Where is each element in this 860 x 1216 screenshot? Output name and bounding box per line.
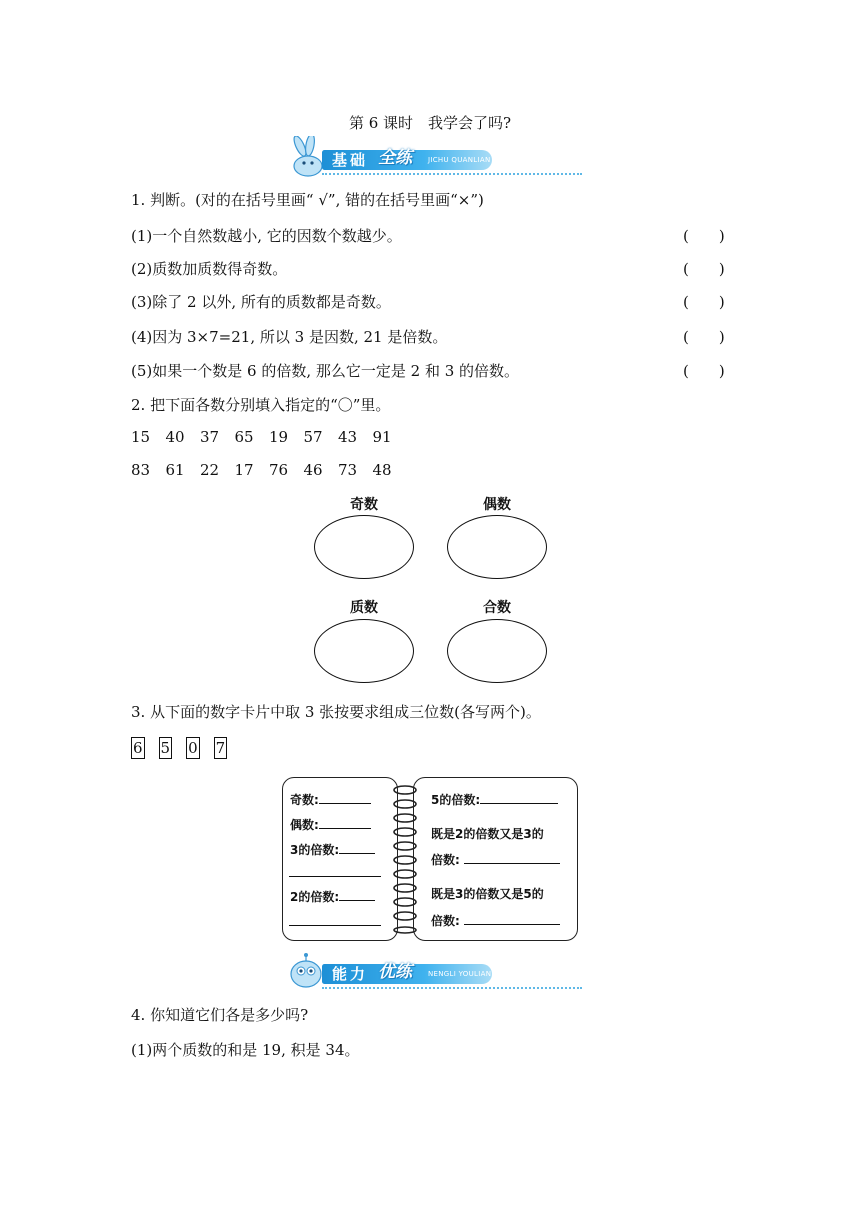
answer-blank[interactable] — [319, 791, 371, 804]
number: 15 — [131, 428, 151, 446]
page-title: 第 6 课时 我学会了吗? — [348, 114, 512, 132]
digit-card: 7 — [215, 739, 226, 757]
answer-blank[interactable] — [289, 876, 381, 877]
number: 83 — [131, 461, 151, 479]
number-row-2 — [131, 461, 407, 479]
answer-paren[interactable]: ( ) — [683, 293, 725, 311]
spiral-binding-icon — [388, 784, 422, 934]
multiple-of-3-field[interactable] — [290, 841, 375, 858]
number: 22 — [200, 461, 220, 479]
answer-blank[interactable] — [289, 925, 381, 926]
answer-paren[interactable]: ( ) — [683, 328, 725, 346]
digit-card: 0 — [188, 739, 198, 757]
number: 19 — [269, 428, 289, 446]
answer-blank[interactable] — [464, 851, 560, 864]
banner-dotted-rule — [322, 987, 582, 989]
number: 73 — [338, 461, 358, 479]
multiple-of-2-and-3-field[interactable] — [431, 851, 560, 868]
banner-pinyin-text: JICHU QUANLIAN — [428, 156, 491, 164]
answer-paren[interactable]: ( ) — [683, 260, 725, 278]
banner-main-text: 基础 — [332, 151, 369, 169]
oval-label-composite: 合数 — [483, 600, 511, 616]
q1-stem: 1. 判断。(对的在括号里画“ √”, 错的在括号里画“×”) — [131, 191, 484, 209]
number: 76 — [269, 461, 289, 479]
answer-paren[interactable]: ( ) — [683, 227, 725, 245]
answer-oval-even[interactable] — [447, 515, 547, 579]
even-field[interactable] — [290, 816, 371, 833]
section-banner-ability — [282, 950, 582, 994]
multiple-of-2-field[interactable] — [290, 888, 375, 905]
multiple-of-3-label: 3的倍数: — [290, 843, 340, 857]
banner-accent-text: 全练 — [378, 148, 412, 168]
answer-oval-composite[interactable] — [447, 619, 547, 683]
q4-stem: 4. 你知道它们各是多少吗? — [131, 1006, 309, 1024]
answer-blank[interactable] — [339, 841, 375, 854]
answer-oval-prime[interactable] — [314, 619, 414, 683]
answer-blank[interactable] — [319, 816, 371, 829]
banner-main-text: 能力 — [332, 965, 369, 983]
q2-stem: 2. 把下面各数分别填入指定的“〇”里。 — [131, 396, 391, 414]
q1-item: (5)如果一个数是 6 的倍数, 那么它一定是 2 和 3 的倍数。 — [131, 362, 520, 380]
number: 37 — [200, 428, 220, 446]
multiple-of-2-and-3-label: 既是2的倍数又是3的 — [431, 827, 544, 841]
number: 40 — [165, 428, 185, 446]
multiple-label: 倍数: — [431, 914, 460, 928]
q4-item: (1)两个质数的和是 19, 积是 34。 — [131, 1041, 360, 1059]
digit-card: 5 — [160, 739, 171, 757]
multiple-of-5-label: 5的倍数: — [431, 793, 481, 807]
digit-cards — [131, 737, 241, 759]
banner-dotted-rule — [322, 173, 582, 175]
number: 91 — [372, 428, 392, 446]
number: 43 — [338, 428, 358, 446]
q1-item: (3)除了 2 以外, 所有的质数都是奇数。 — [131, 293, 391, 311]
multiple-of-3-and-5-field[interactable] — [431, 912, 560, 929]
oval-label-prime: 质数 — [350, 600, 378, 616]
number: 17 — [234, 461, 254, 479]
multiple-label: 倍数: — [431, 853, 460, 867]
answer-blank[interactable] — [339, 888, 375, 901]
multiple-of-3-and-5-label: 既是3的倍数又是5的 — [431, 887, 544, 901]
odd-field[interactable] — [290, 791, 371, 808]
even-label: 偶数: — [290, 818, 319, 832]
answer-oval-odd[interactable] — [314, 515, 414, 579]
oval-label-odd: 奇数 — [350, 497, 378, 513]
q1-item: (1)一个自然数越小, 它的因数个数越少。 — [131, 227, 402, 245]
q1-item: (2)质数加质数得奇数。 — [131, 260, 288, 278]
banner-accent-text: 优练 — [378, 962, 412, 982]
number: 61 — [165, 461, 185, 479]
section-banner-basic — [282, 136, 582, 180]
digit-card: 6 — [133, 739, 143, 757]
answer-blank[interactable] — [464, 912, 560, 925]
number: 57 — [303, 428, 323, 446]
number-row-1 — [131, 428, 407, 446]
banner-pinyin-text: NENGLI YOULIAN — [428, 970, 492, 978]
oval-label-even: 偶数 — [483, 497, 511, 513]
multiple-of-5-field[interactable] — [431, 791, 558, 808]
odd-label: 奇数: — [290, 793, 319, 807]
number: 48 — [372, 461, 392, 479]
q1-item: (4)因为 3×7=21, 所以 3 是因数, 21 是倍数。 — [131, 328, 448, 346]
q3-stem: 3. 从下面的数字卡片中取 3 张按要求组成三位数(各写两个)。 — [131, 703, 541, 721]
answer-paren[interactable]: ( ) — [683, 362, 725, 380]
number: 65 — [234, 428, 254, 446]
answer-blank[interactable] — [480, 791, 558, 804]
multiple-of-2-label: 2的倍数: — [290, 890, 340, 904]
number: 46 — [303, 461, 323, 479]
